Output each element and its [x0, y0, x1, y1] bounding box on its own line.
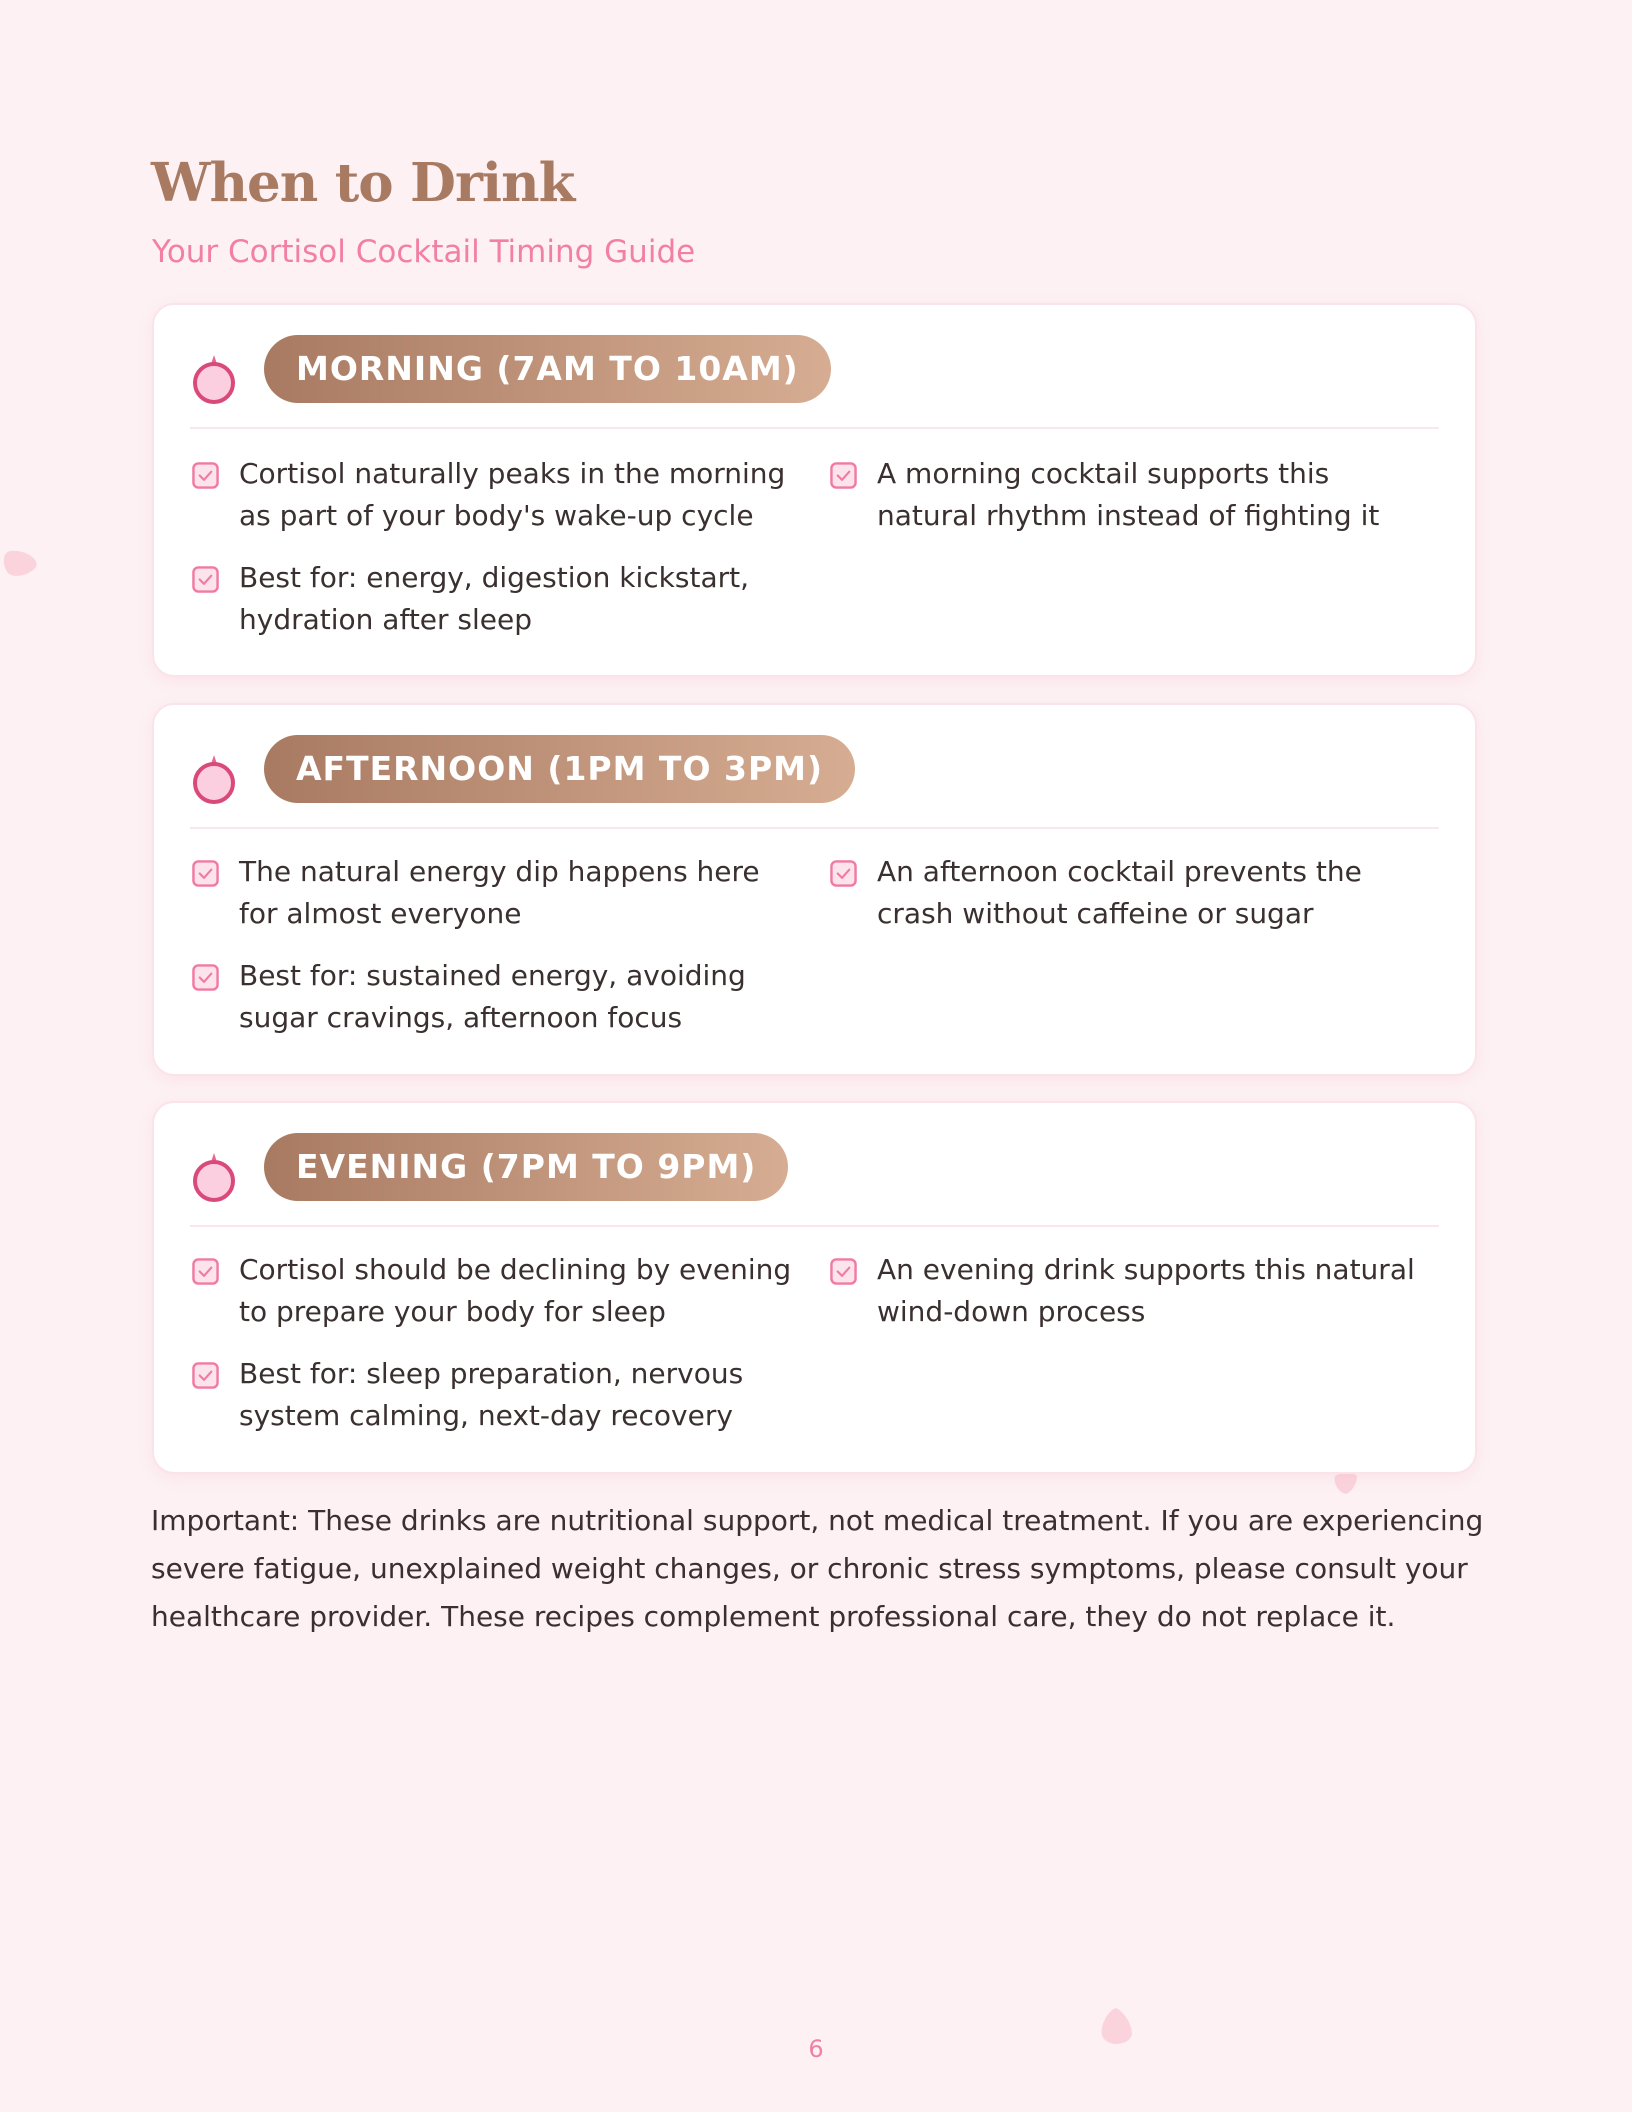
- list-item: [830, 851, 1430, 935]
- list-item: [192, 1249, 792, 1333]
- checkbox-checked-icon: [192, 860, 219, 887]
- list-item-text: Best for: energy, digestion kickstart, hydration after sleep: [239, 561, 750, 636]
- checkbox-checked-icon: [830, 1258, 857, 1285]
- list-item: [192, 1353, 792, 1437]
- timer-icon: [190, 1147, 238, 1203]
- page-number: 6: [808, 2035, 824, 2063]
- checkbox-checked-icon: [830, 462, 857, 489]
- timer-icon: [190, 349, 238, 405]
- card-header: [190, 335, 1439, 429]
- timing-card-morning: [152, 303, 1477, 677]
- checkbox-checked-icon: [192, 566, 219, 593]
- page-title: When to Drink: [151, 152, 575, 214]
- section-heading-pill: MORNING (7AM TO 10AM): [264, 335, 831, 403]
- list-item: [192, 557, 792, 641]
- list-item: [830, 1249, 1430, 1333]
- checkbox-checked-icon: [192, 462, 219, 489]
- timer-icon: [190, 749, 238, 805]
- disclaimer-note: Important: These drinks are nutritional support, not medical treatment. If you are experiencing severe fatigue, unexplained weight changes, or chronic stress symptoms, please consult your healthcare provider. These recipes complement professional care, they do not replace it.: [151, 1504, 1484, 1633]
- section-heading-pill: EVENING (7PM TO 9PM): [264, 1133, 788, 1201]
- list-item: [830, 453, 1430, 537]
- checkbox-checked-icon: [192, 1362, 219, 1389]
- card-header: [190, 735, 1439, 829]
- section-heading-pill: AFTERNOON (1PM TO 3PM): [264, 735, 855, 803]
- page-subtitle: Your Cortisol Cocktail Timing Guide: [152, 234, 696, 270]
- card-header: [190, 1133, 1439, 1227]
- timing-card-afternoon: [152, 703, 1477, 1076]
- checkbox-checked-icon: [830, 860, 857, 887]
- list-item-text: Cortisol should be declining by evening to prepare your body for sleep: [239, 1253, 792, 1328]
- timing-card-evening: [152, 1101, 1477, 1474]
- list-item-text: Cortisol naturally peaks in the morning as part of your body's wake-up cycle: [239, 457, 786, 532]
- list-item-text: A morning cocktail supports this natural rhythm instead of fighting it: [877, 457, 1380, 532]
- checkbox-checked-icon: [192, 1258, 219, 1285]
- list-item-text: Best for: sleep preparation, nervous system calming, next-day recovery: [239, 1357, 744, 1432]
- list-item-text: Best for: sustained energy, avoiding sugar cravings, afternoon focus: [239, 959, 746, 1034]
- petal-icon: [0, 545, 40, 585]
- checkbox-checked-icon: [192, 964, 219, 991]
- list-item: [192, 955, 792, 1039]
- list-item: [192, 453, 792, 537]
- list-item-text: An evening drink supports this natural wind-down process: [877, 1253, 1415, 1328]
- list-item-text: The natural energy dip happens here for almost everyone: [239, 855, 760, 930]
- list-item: [192, 851, 792, 935]
- list-item-text: An afternoon cocktail prevents the crash without caffeine or sugar: [877, 855, 1362, 930]
